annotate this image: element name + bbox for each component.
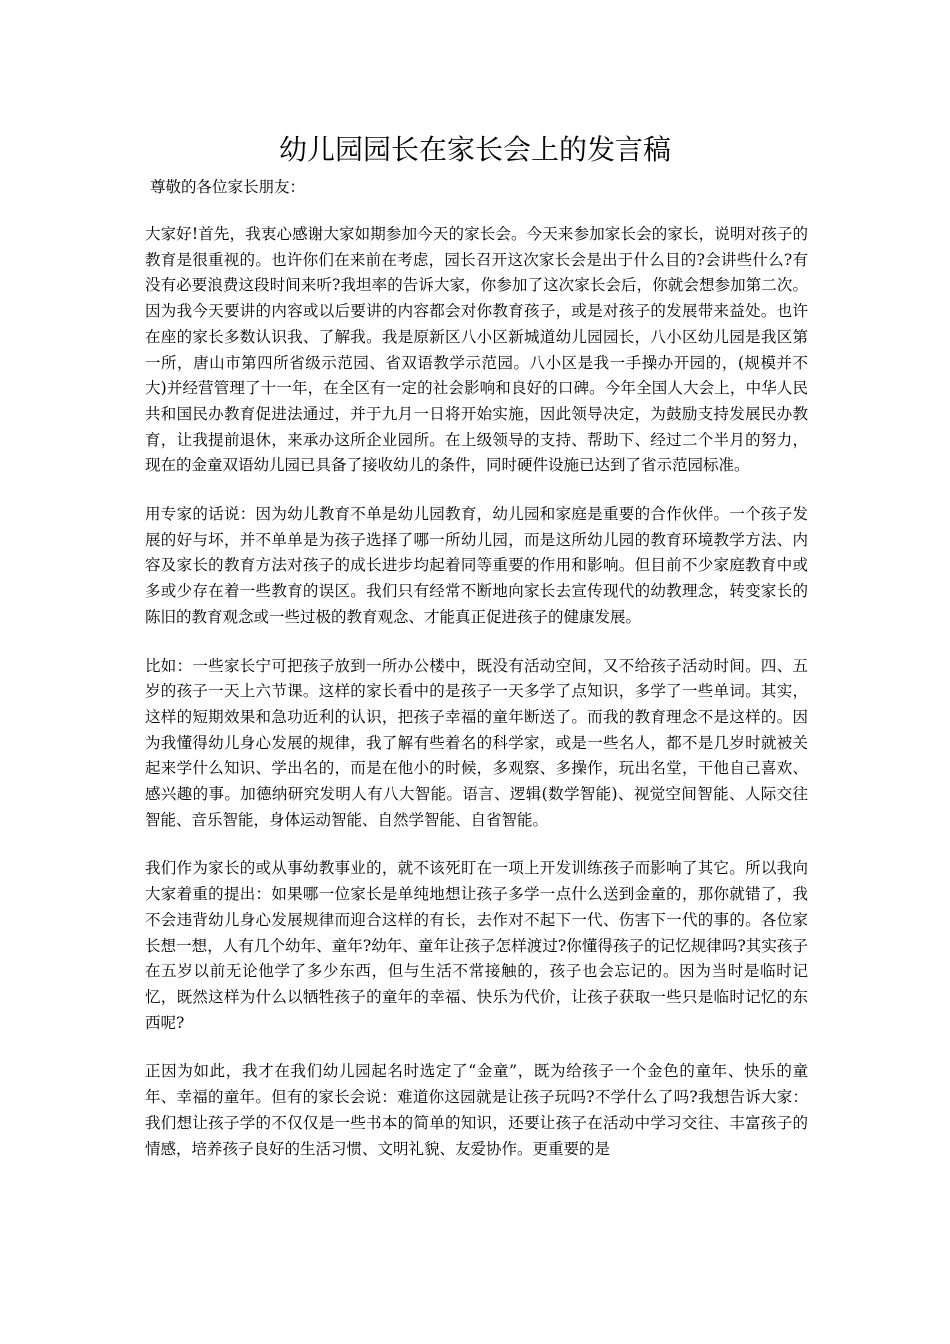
paragraph-2: 用专家的话说：因为幼儿教育不单是幼儿园教育，幼儿园和家庭是重要的合作伙伴。一个孩子发展的好与坏，并不单单是为孩子选择了哪一所幼儿园，而是这所幼儿园的教育环境教学方法、内容及家长的教育方法对孩子的成长进步均起着同等重要的作用和影响。但目前不少家庭教育中或多或少存在着一些教育的误区。我们只有经常不断地向家长去宣传现代的幼教理念，转变家长的陈旧的教育观念或一些过极的教育观念、才能真正促进孩子的健康发展。 [145,505,808,626]
paragraph-5: 正因为如此，我才在我们幼儿园起名时选定了“金童”，既为给孩子一个金色的童年、快乐的童年、幸福的童年。但有的家长会说：难道你这园就是让孩子玩吗?不学什么了吗?我想告诉大家：我们想让孩子学的不仅仅是一些书本的简单的知识，还要让孩子在活动中学习交往、丰富孩子的情感，培养孩子良好的生活习惯、文明礼貌、友爱协作。更重要的是 [145,1062,808,1158]
paragraph-3: 比如：一些家长宁可把孩子放到一所办公楼中，既没有活动空间，又不给孩子活动时间。四、五岁的孩子一天上六节课。这样的家长看中的是孩子一天多学了点知识，多学了一些单词。其实，这样的短期效果和急功近利的认识，把孩子幸福的童年断送了。而我的教育理念不是这样的。因为我懂得幼儿身心发展的规律，我了解有些着名的科学家，或是一些名人，都不是几岁时就被关起来学什么知识、学出名的，而是在他小的时候，多观察、多操作，玩出名堂，干他自己喜欢、感兴趣的事。加德纳研究发明人有八大智能。语言、逻辑(数学智能)、视觉空间智能、人际交往智能、音乐智能，身体运动智能、自然学智能、自省智能。 [145,656,808,829]
document-title: 幼儿园园长在家长会上的发言稿 [278,133,671,166]
paragraph-1: 大家好!首先，我衷心感谢大家如期参加今天的家长会。今天来参加家长会的家长，说明对孩子的教育是很重视的。也许你们在来前在考虑，园长召开这次家长会是出于什么目的?会讲些什么?有没有必要浪费这段时间来听?我坦率的告诉大家，你参加了这次家长会后，你就会想参加第二次。因为我今天要讲的内容或以后要讲的内容都会对你教育孩子，或是对孩子的发展带来益处。也许在座的家长多数认识我、了解我。我是原新区八小区新城道幼儿园园长，八小区幼儿园是我区第一所，唐山市第四所省级示范园、省双语教学示范园。八小区是我一手操办开园的，(规模并不大)并经营管理了十一年，在全区有一定的社会影响和良好的口碑。今年全国人大会上，中华人民共和国民办教育促进法通过，并于九月一日将开始实施，因此领导决定，为鼓励支持发展民办教育，让我提前退休，来承办这所企业园所。在上级领导的支持、帮助下、经过二个半月的努力，现在的金童双语幼儿园已具备了接收幼儿的条件，同时硬件设施已达到了省示范园标准。 [145,225,808,475]
salutation: 尊敬的各位家长朋友： [150,178,306,196]
document-body [145,222,808,1185]
paragraph-4: 我们作为家长的或从事幼教事业的，就不该死盯在一项上开发训练孩子而影响了其它。所以我向大家着重的提出：如果哪一位家长是单纯地想让孩子多学一点什么送到金童的，那你就错了，我不会违背幼儿身心发展规律而迎合这样的有长，去作对不起下一代、伤害下一代的事的。各位家长想一想，人有几个幼年、童年?幼年、童年让孩子怎样渡过?你懂得孩子的记忆规律吗?其实孩子在五岁以前无论他学了多少东西，但与生活不常接触的，孩子也会忘记的。因为当时是临时记忆，既然这样为什么以牺牲孩子的童年的幸福、快乐为代价，让孩子获取一些只是临时记忆的东西呢? [145,859,808,1032]
